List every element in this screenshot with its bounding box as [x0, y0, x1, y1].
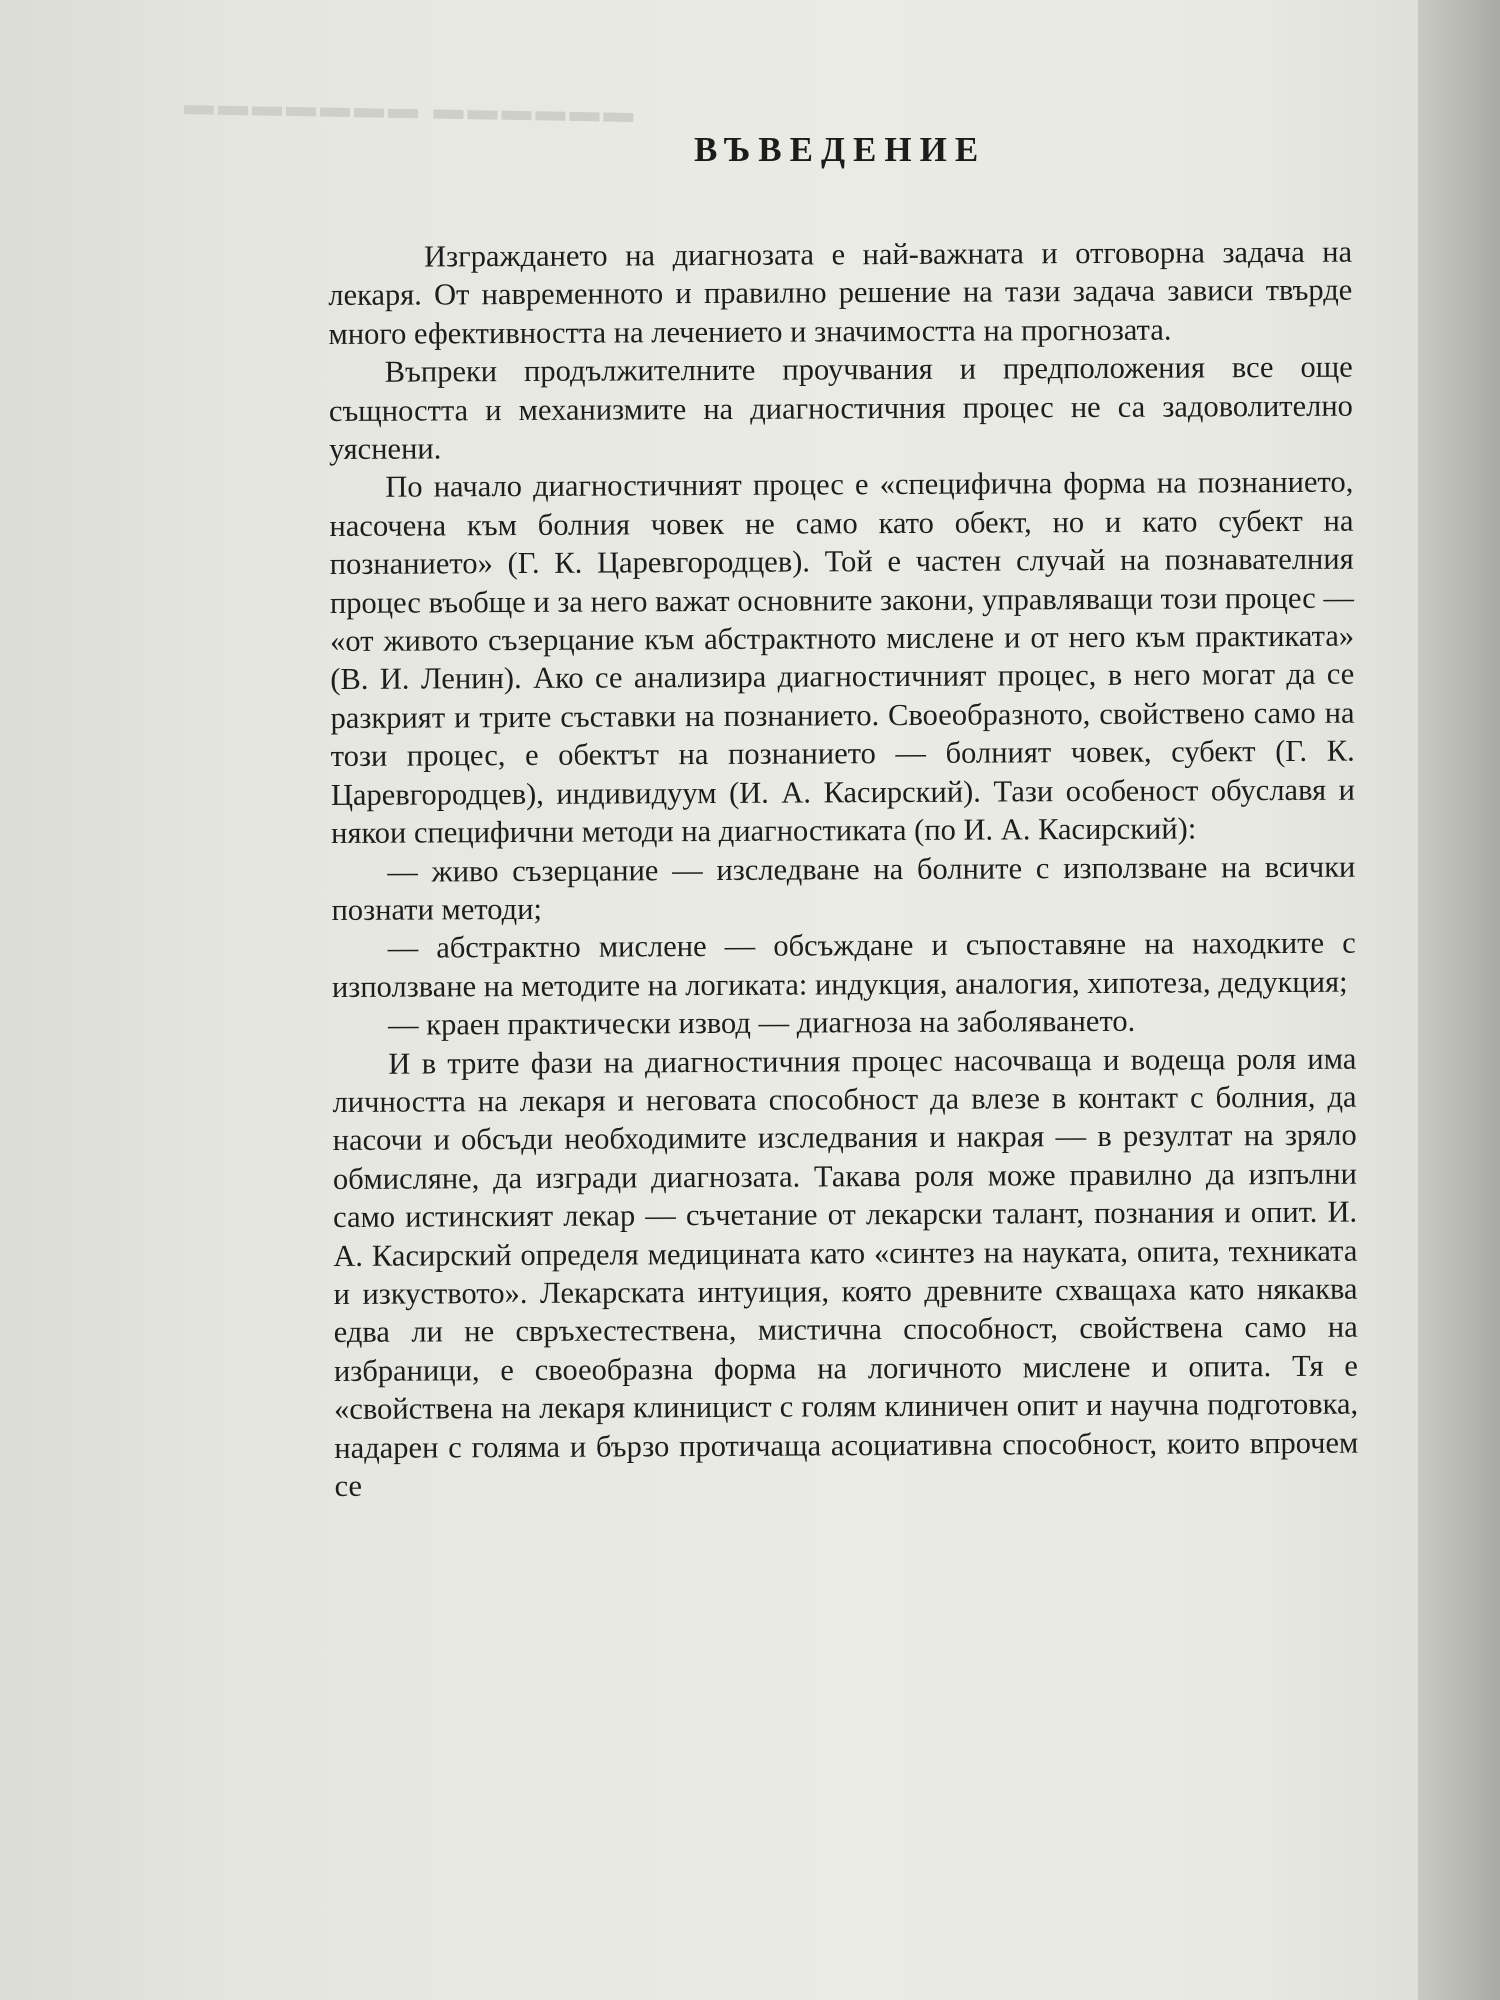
body-text — [328, 233, 1359, 1506]
list-item: — живо съзерцание — изследване на болните с използване на всички познати методи; — [331, 849, 1356, 927]
paragraph: Въпреки продължителните проучвания и предположения все още същността и механизмите на диагностичния процес не са задоволително уяснени. — [328, 349, 1353, 467]
next-page-edge — [1418, 0, 1500, 2000]
paragraph: По начало диагностичният процес е «специфична форма на познанието, насочена към болния човек не само като обект, но и като субект на познанието» (Г. К. Царевгородцев). Той е частен случай на познавателния процес въобще и за него важат основните закони, управляващи този процес — «от живото съзерцание към абстрактното мислене и от него към практиката» (В. И. Ленин). Ако се анализира диагностичният процес, в него могат да се разкрият и трите съставки на познанието. Своеобразното, свойствено само на този процес, е обектът на познанието — болният човек, субект (Г. К. Царевгородцев), индивидуум (И. А. Касирский). Тази особеност обуславя и някои специфични методи на диагностиката (по И. А. Касирский): — [329, 465, 1355, 851]
show-through-text: ▬▬▬▬▬▬ ▬▬▬▬▬▬▬ — [179, 88, 634, 129]
paragraph: Изграждането на диагнозата е най-важната и отговорна задача на лекаря. От навременното и правилно решение на тази задача зависи твърде много ефективността на лечението и значимостта на прогнозата. — [328, 234, 1353, 351]
list-item: — краен практически извод — диагноза на заболяването. — [388, 1003, 1136, 1042]
chapter-title: ВЪВЕДЕНИЕ — [694, 130, 987, 169]
list-item: — абстрактно мислене — обсъждане и съпоставяне на находките с използване на методите на логиката: индукция, аналогия, хипотеза, дедукция; — [331, 925, 1356, 1004]
paragraph: И в трите фази на диагностичния процес насочваща и водеща роля има личността на лекаря и неговата способност да влезе в контакт с болния, да насочи и обсъди необходимите изследвания и накрая — в резултат на зряло обмисляне, да изгради диагнозата. Такава роля може правилно да изпълни само истинският лекар — съчетание от лекарски талант, познания и опит. И. А. Касирский определя медицината като «синтез на науката, опита, техниката и изкуството». Лекарската интуиция, която древните схващаха като някаква едва ли не свръхестествена, мистична способност, свойствена само на избраници, е своеобразна форма на логичното мислене и опита. Тя е «свойствена на лекаря клиницист с голям клиничен опит и научна подготовка, надарен с голяма и бързо протичаща асоциативна способност, които впрочем се — [332, 1041, 1359, 1503]
